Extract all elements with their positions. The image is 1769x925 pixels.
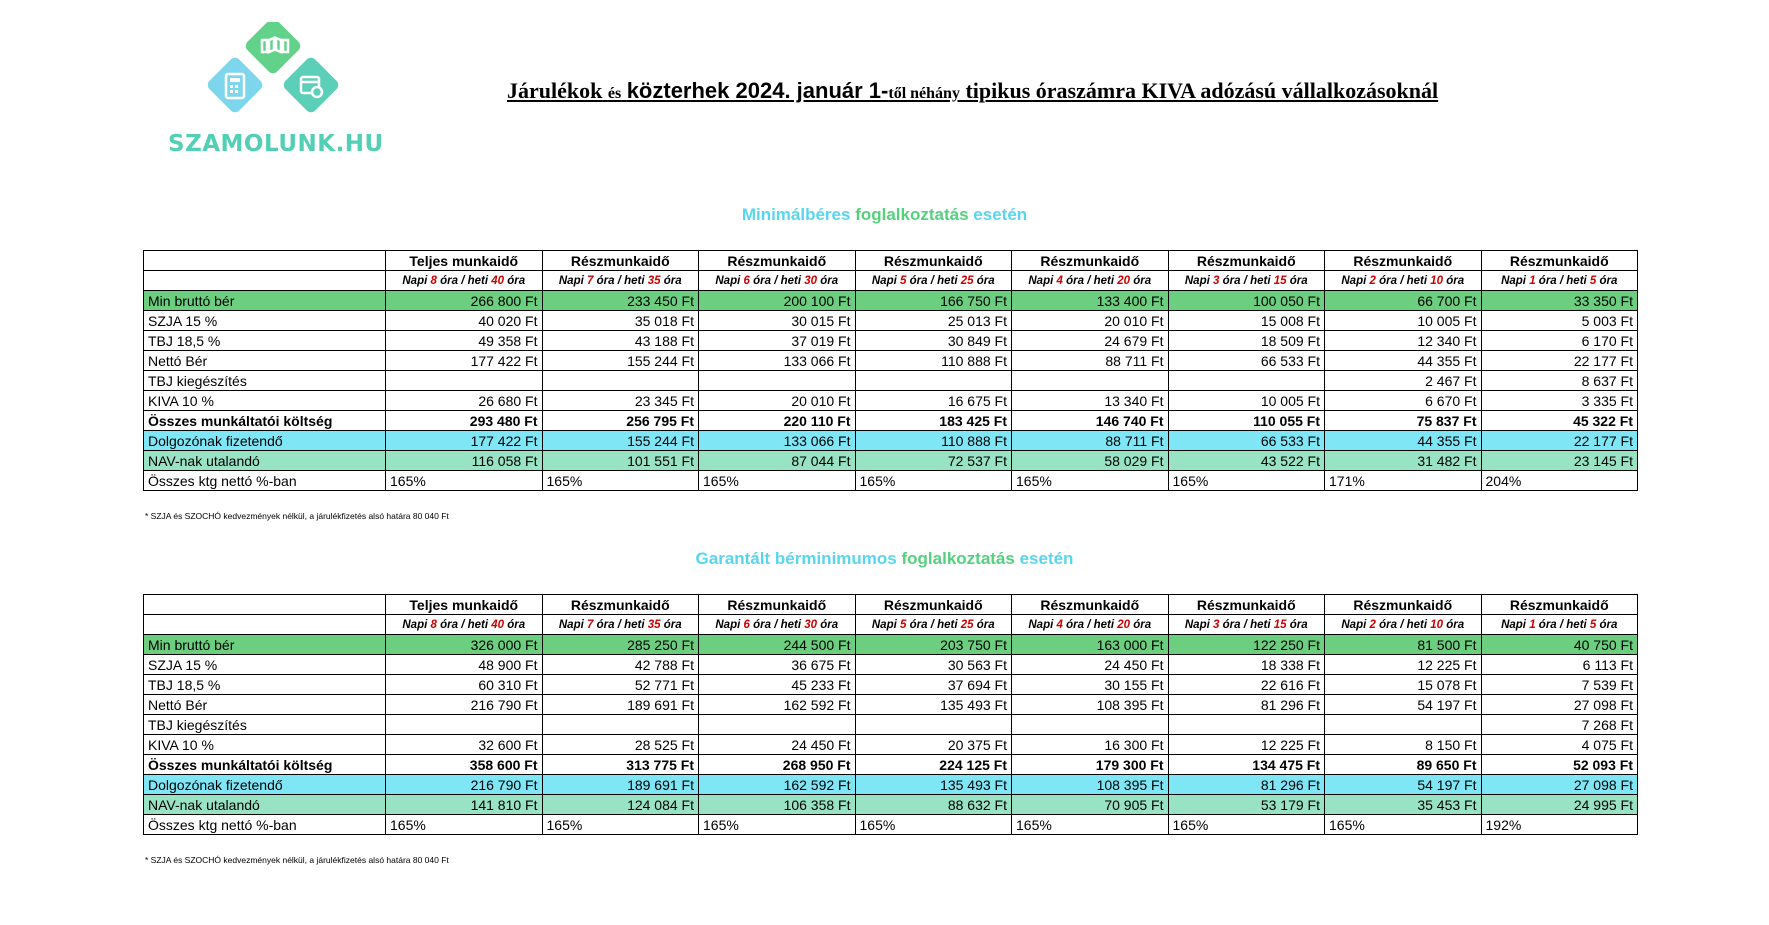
column-header: Részmunkaidő xyxy=(855,251,1012,271)
logo-text: SZAMOLUNK.HU xyxy=(168,131,384,157)
column-header: Részmunkaidő xyxy=(699,595,856,615)
table-cell: 87 044 Ft xyxy=(699,451,856,471)
table-cell: 165% xyxy=(855,815,1012,835)
table-cell: 18 509 Ft xyxy=(1168,331,1325,351)
table-cell: 216 790 Ft xyxy=(386,695,543,715)
hours-cell: Napi 7 óra / heti 35 óra xyxy=(542,271,699,291)
table-cell: 15 008 Ft xyxy=(1168,311,1325,331)
table-cell: 162 592 Ft xyxy=(699,695,856,715)
table-cell: 16 300 Ft xyxy=(1012,735,1169,755)
hours-cell: Napi 5 óra / heti 25 óra xyxy=(855,615,1012,635)
table-cell: 6 170 Ft xyxy=(1481,331,1638,351)
row-label: TBJ 18,5 % xyxy=(144,331,386,351)
table-cell: 179 300 Ft xyxy=(1012,755,1169,775)
table-cell: 220 110 Ft xyxy=(699,411,856,431)
table-cell: 358 600 Ft xyxy=(386,755,543,775)
hours-cell: Napi 1 óra / heti 5 óra xyxy=(1481,271,1638,291)
table-cell: 25 013 Ft xyxy=(855,311,1012,331)
row-label: Min bruttó bér xyxy=(144,291,386,311)
table-cell: 165% xyxy=(699,815,856,835)
table-cell: 20 375 Ft xyxy=(855,735,1012,755)
header-row xyxy=(144,251,1638,271)
column-header: Teljes munkaidő xyxy=(386,251,543,271)
table-cell xyxy=(855,371,1012,391)
table-cell: 326 000 Ft xyxy=(386,635,543,655)
table-cell: 216 790 Ft xyxy=(386,775,543,795)
table-row xyxy=(144,391,1638,411)
row-label: TBJ kiegészítés xyxy=(144,371,386,391)
column-header: Részmunkaidő xyxy=(1325,595,1482,615)
table-cell: 37 694 Ft xyxy=(855,675,1012,695)
table-cell xyxy=(1012,715,1169,735)
table-cell: 101 551 Ft xyxy=(542,451,699,471)
table-cell: 133 400 Ft xyxy=(1012,291,1169,311)
row-label: Összes ktg nettó %-ban xyxy=(144,471,386,491)
table-row xyxy=(144,451,1638,471)
table-cell: 8 637 Ft xyxy=(1481,371,1638,391)
table-cell: 44 355 Ft xyxy=(1325,351,1482,371)
table-cell: 108 395 Ft xyxy=(1012,775,1169,795)
table-cell: 155 244 Ft xyxy=(542,431,699,451)
table-cell: 32 600 Ft xyxy=(386,735,543,755)
table-cell: 15 078 Ft xyxy=(1325,675,1482,695)
column-header: Teljes munkaidő xyxy=(386,595,543,615)
row-label: Összes munkáltatói költség xyxy=(144,755,386,775)
table-cell: 16 675 Ft xyxy=(855,391,1012,411)
table-cell: 135 493 Ft xyxy=(855,695,1012,715)
table-cell: 163 000 Ft xyxy=(1012,635,1169,655)
row-label: Dolgozónak fizetendő xyxy=(144,775,386,795)
table-cell: 60 310 Ft xyxy=(386,675,543,695)
table-row xyxy=(144,471,1638,491)
table-cell: 26 680 Ft xyxy=(386,391,543,411)
table-cell: 10 005 Ft xyxy=(1168,391,1325,411)
hours-cell: Napi 4 óra / heti 20 óra xyxy=(1012,615,1169,635)
table-cell: 24 450 Ft xyxy=(1012,655,1169,675)
hours-cell: Napi 4 óra / heti 20 óra xyxy=(1012,271,1169,291)
table-cell: 5 003 Ft xyxy=(1481,311,1638,331)
table-cell: 24 679 Ft xyxy=(1012,331,1169,351)
table-cell: 192% xyxy=(1481,815,1638,835)
table-row xyxy=(144,815,1638,835)
table-cell: 30 155 Ft xyxy=(1012,675,1169,695)
table-cell: 22 177 Ft xyxy=(1481,431,1638,451)
table-cell: 171% xyxy=(1325,471,1482,491)
table-cell: 133 066 Ft xyxy=(699,351,856,371)
hours-cell: Napi 3 óra / heti 15 óra xyxy=(1168,271,1325,291)
column-header: Részmunkaidő xyxy=(1168,595,1325,615)
table-cell: 165% xyxy=(386,471,543,491)
table-cell: 27 098 Ft xyxy=(1481,775,1638,795)
table-cell: 45 322 Ft xyxy=(1481,411,1638,431)
table-cell: 24 450 Ft xyxy=(699,735,856,755)
table-cell: 162 592 Ft xyxy=(699,775,856,795)
table-cell: 110 055 Ft xyxy=(1168,411,1325,431)
table-cell: 66 533 Ft xyxy=(1168,431,1325,451)
section2-title: Garantált bérminimumos foglalkoztatás esetén xyxy=(695,549,1074,568)
table-row xyxy=(144,675,1638,695)
hours-row xyxy=(144,615,1638,635)
table-cell: 27 098 Ft xyxy=(1481,695,1638,715)
table-cell: 20 010 Ft xyxy=(699,391,856,411)
table-row xyxy=(144,291,1638,311)
table-cell: 189 691 Ft xyxy=(542,695,699,715)
row-label: Nettó Bér xyxy=(144,695,386,715)
hours-cell: Napi 2 óra / heti 10 óra xyxy=(1325,271,1482,291)
hours-cell: Napi 2 óra / heti 10 óra xyxy=(1325,615,1482,635)
szamolunk-logo xyxy=(206,22,340,117)
table-cell: 165% xyxy=(1168,815,1325,835)
table-cell xyxy=(386,715,543,735)
table-cell xyxy=(855,715,1012,735)
minimum-wage-table xyxy=(143,250,1638,491)
table-cell: 53 179 Ft xyxy=(1168,795,1325,815)
table-cell: 52 093 Ft xyxy=(1481,755,1638,775)
table-cell: 43 522 Ft xyxy=(1168,451,1325,471)
header-row xyxy=(144,595,1638,615)
table-cell: 224 125 Ft xyxy=(855,755,1012,775)
table-row xyxy=(144,795,1638,815)
column-header: Részmunkaidő xyxy=(1481,251,1638,271)
empty-cell xyxy=(144,615,386,635)
page-title: Járulékok és közterhek 2024. január 1-től néhány tipikus óraszámra KIVA adózású vállalkozásoknál xyxy=(507,78,1439,103)
table-cell: 7 539 Ft xyxy=(1481,675,1638,695)
table-cell: 89 650 Ft xyxy=(1325,755,1482,775)
table-cell: 285 250 Ft xyxy=(542,635,699,655)
table-cell: 6 113 Ft xyxy=(1481,655,1638,675)
book-icon xyxy=(262,38,288,52)
table-cell: 30 849 Ft xyxy=(855,331,1012,351)
table-cell: 10 005 Ft xyxy=(1325,311,1482,331)
table-cell: 293 480 Ft xyxy=(386,411,543,431)
table-cell: 313 775 Ft xyxy=(542,755,699,775)
table-cell xyxy=(699,715,856,735)
table-cell: 116 058 Ft xyxy=(386,451,543,471)
table-cell: 165% xyxy=(542,471,699,491)
hours-cell: Napi 1 óra / heti 5 óra xyxy=(1481,615,1638,635)
table-cell: 49 358 Ft xyxy=(386,331,543,351)
table-cell: 52 771 Ft xyxy=(542,675,699,695)
row-label: TBJ kiegészítés xyxy=(144,715,386,735)
column-header: Részmunkaidő xyxy=(1012,251,1169,271)
table-row xyxy=(144,411,1638,431)
column-header: Részmunkaidő xyxy=(699,251,856,271)
column-header: Részmunkaidő xyxy=(1325,251,1482,271)
table-cell: 110 888 Ft xyxy=(855,431,1012,451)
table-cell: 165% xyxy=(699,471,856,491)
row-label: Összes munkáltatói költség xyxy=(144,411,386,431)
table-cell: 12 225 Ft xyxy=(1168,735,1325,755)
table-cell: 66 700 Ft xyxy=(1325,291,1482,311)
section1-title: Minimálbéres foglalkoztatás esetén xyxy=(741,205,1028,224)
table-cell: 75 837 Ft xyxy=(1325,411,1482,431)
table-cell: 88 711 Ft xyxy=(1012,431,1169,451)
table-cell: 13 340 Ft xyxy=(1012,391,1169,411)
hours-cell: Napi 8 óra / heti 40 óra xyxy=(386,615,543,635)
table-cell: 165% xyxy=(1168,471,1325,491)
table-cell: 100 050 Ft xyxy=(1168,291,1325,311)
table-row xyxy=(144,755,1638,775)
table-cell: 81 500 Ft xyxy=(1325,635,1482,655)
table-cell: 135 493 Ft xyxy=(855,775,1012,795)
table-cell: 106 358 Ft xyxy=(699,795,856,815)
table-cell: 70 905 Ft xyxy=(1012,795,1169,815)
row-label: KIVA 10 % xyxy=(144,391,386,411)
table-cell: 42 788 Ft xyxy=(542,655,699,675)
table-cell: 44 355 Ft xyxy=(1325,431,1482,451)
table-cell: 40 750 Ft xyxy=(1481,635,1638,655)
table-cell: 165% xyxy=(1012,815,1169,835)
table-cell xyxy=(542,715,699,735)
table-cell: 189 691 Ft xyxy=(542,775,699,795)
column-header: Részmunkaidő xyxy=(1168,251,1325,271)
column-header: Részmunkaidő xyxy=(855,595,1012,615)
table-cell: 81 296 Ft xyxy=(1168,775,1325,795)
row-label: SZJA 15 % xyxy=(144,311,386,331)
row-label: TBJ 18,5 % xyxy=(144,675,386,695)
table-row xyxy=(144,715,1638,735)
table-cell: 2 467 Ft xyxy=(1325,371,1482,391)
table-cell: 66 533 Ft xyxy=(1168,351,1325,371)
table-cell: 40 020 Ft xyxy=(386,311,543,331)
hours-cell: Napi 6 óra / heti 30 óra xyxy=(699,271,856,291)
table-cell: 108 395 Ft xyxy=(1012,695,1169,715)
table-cell xyxy=(542,371,699,391)
table-cell: 22 177 Ft xyxy=(1481,351,1638,371)
table-cell: 88 711 Ft xyxy=(1012,351,1169,371)
table-cell: 233 450 Ft xyxy=(542,291,699,311)
table-row xyxy=(144,695,1638,715)
table-cell: 54 197 Ft xyxy=(1325,695,1482,715)
table-cell: 141 810 Ft xyxy=(386,795,543,815)
table-cell: 54 197 Ft xyxy=(1325,775,1482,795)
table-cell: 23 345 Ft xyxy=(542,391,699,411)
column-header xyxy=(144,595,386,615)
hours-cell: Napi 6 óra / heti 30 óra xyxy=(699,615,856,635)
table-cell xyxy=(1168,371,1325,391)
table-cell: 36 675 Ft xyxy=(699,655,856,675)
table-cell: 256 795 Ft xyxy=(542,411,699,431)
table-cell: 20 010 Ft xyxy=(1012,311,1169,331)
table-cell: 165% xyxy=(1325,815,1482,835)
table-cell: 58 029 Ft xyxy=(1012,451,1169,471)
table-cell: 22 616 Ft xyxy=(1168,675,1325,695)
table-cell: 244 500 Ft xyxy=(699,635,856,655)
table-cell: 35 453 Ft xyxy=(1325,795,1482,815)
table-cell: 124 084 Ft xyxy=(542,795,699,815)
table-row xyxy=(144,331,1638,351)
table-cell: 28 525 Ft xyxy=(542,735,699,755)
table-cell: 165% xyxy=(855,471,1012,491)
row-label: NAV-nak utalandó xyxy=(144,451,386,471)
table-cell: 204% xyxy=(1481,471,1638,491)
table-cell: 266 800 Ft xyxy=(386,291,543,311)
row-label: Dolgozónak fizetendő xyxy=(144,431,386,451)
table-cell: 183 425 Ft xyxy=(855,411,1012,431)
table-cell: 133 066 Ft xyxy=(699,431,856,451)
table-cell xyxy=(1012,371,1169,391)
table-cell: 7 268 Ft xyxy=(1481,715,1638,735)
table-cell: 200 100 Ft xyxy=(699,291,856,311)
table-cell: 110 888 Ft xyxy=(855,351,1012,371)
table-cell: 88 632 Ft xyxy=(855,795,1012,815)
row-label: Nettó Bér xyxy=(144,351,386,371)
table-cell: 31 482 Ft xyxy=(1325,451,1482,471)
table-row xyxy=(144,431,1638,451)
table-cell: 155 244 Ft xyxy=(542,351,699,371)
table-cell: 37 019 Ft xyxy=(699,331,856,351)
empty-cell xyxy=(144,271,386,291)
row-label: Min bruttó bér xyxy=(144,635,386,655)
table-cell: 81 296 Ft xyxy=(1168,695,1325,715)
table-cell: 6 670 Ft xyxy=(1325,391,1482,411)
table-row xyxy=(144,775,1638,795)
row-label: KIVA 10 % xyxy=(144,735,386,755)
column-header: Részmunkaidő xyxy=(542,595,699,615)
table-cell: 12 340 Ft xyxy=(1325,331,1482,351)
table-cell: 33 350 Ft xyxy=(1481,291,1638,311)
table-cell: 3 335 Ft xyxy=(1481,391,1638,411)
footnote: * SZJA és SZOCHÓ kedvezmények nélkül, a járulékfizetés alsó határa 80 040 Ft xyxy=(145,855,449,865)
table-cell: 12 225 Ft xyxy=(1325,655,1482,675)
row-label: SZJA 15 % xyxy=(144,655,386,675)
table-cell: 48 900 Ft xyxy=(386,655,543,675)
table-cell: 166 750 Ft xyxy=(855,291,1012,311)
row-label: Összes ktg nettó %-ban xyxy=(144,815,386,835)
hours-cell: Napi 8 óra / heti 40 óra xyxy=(386,271,543,291)
table-cell: 122 250 Ft xyxy=(1168,635,1325,655)
table-cell: 24 995 Ft xyxy=(1481,795,1638,815)
table-cell: 45 233 Ft xyxy=(699,675,856,695)
table-row xyxy=(144,351,1638,371)
table-cell: 30 563 Ft xyxy=(855,655,1012,675)
table-cell: 165% xyxy=(386,815,543,835)
table-cell xyxy=(1325,715,1482,735)
table-cell: 134 475 Ft xyxy=(1168,755,1325,775)
table-cell: 72 537 Ft xyxy=(855,451,1012,471)
table-cell: 268 950 Ft xyxy=(699,755,856,775)
hours-cell: Napi 5 óra / heti 25 óra xyxy=(855,271,1012,291)
table-row xyxy=(144,735,1638,755)
footnote: * SZJA és SZOCHÓ kedvezmények nélkül, a járulékfizetés alsó határa 80 040 Ft xyxy=(145,511,449,521)
table-cell xyxy=(699,371,856,391)
table-cell: 177 422 Ft xyxy=(386,351,543,371)
table-cell: 4 075 Ft xyxy=(1481,735,1638,755)
table-cell: 146 740 Ft xyxy=(1012,411,1169,431)
table-cell xyxy=(386,371,543,391)
column-header xyxy=(144,251,386,271)
table-cell: 203 750 Ft xyxy=(855,635,1012,655)
table-cell: 43 188 Ft xyxy=(542,331,699,351)
table-cell: 30 015 Ft xyxy=(699,311,856,331)
row-label: NAV-nak utalandó xyxy=(144,795,386,815)
column-header: Részmunkaidő xyxy=(1012,595,1169,615)
table-cell: 165% xyxy=(542,815,699,835)
logo-teal-diamond xyxy=(281,55,340,114)
table-row xyxy=(144,635,1638,655)
column-header: Részmunkaidő xyxy=(1481,595,1638,615)
hours-cell: Napi 7 óra / heti 35 óra xyxy=(542,615,699,635)
table-row xyxy=(144,371,1638,391)
table-cell: 35 018 Ft xyxy=(542,311,699,331)
guaranteed-wage-table xyxy=(143,594,1638,835)
hours-cell: Napi 3 óra / heti 15 óra xyxy=(1168,615,1325,635)
table-cell: 23 145 Ft xyxy=(1481,451,1638,471)
table-row xyxy=(144,655,1638,675)
table-cell: 165% xyxy=(1012,471,1169,491)
table-cell: 177 422 Ft xyxy=(386,431,543,451)
table-cell xyxy=(1168,715,1325,735)
table-cell: 8 150 Ft xyxy=(1325,735,1482,755)
column-header: Részmunkaidő xyxy=(542,251,699,271)
hours-row xyxy=(144,271,1638,291)
table-row xyxy=(144,311,1638,331)
table-cell: 18 338 Ft xyxy=(1168,655,1325,675)
